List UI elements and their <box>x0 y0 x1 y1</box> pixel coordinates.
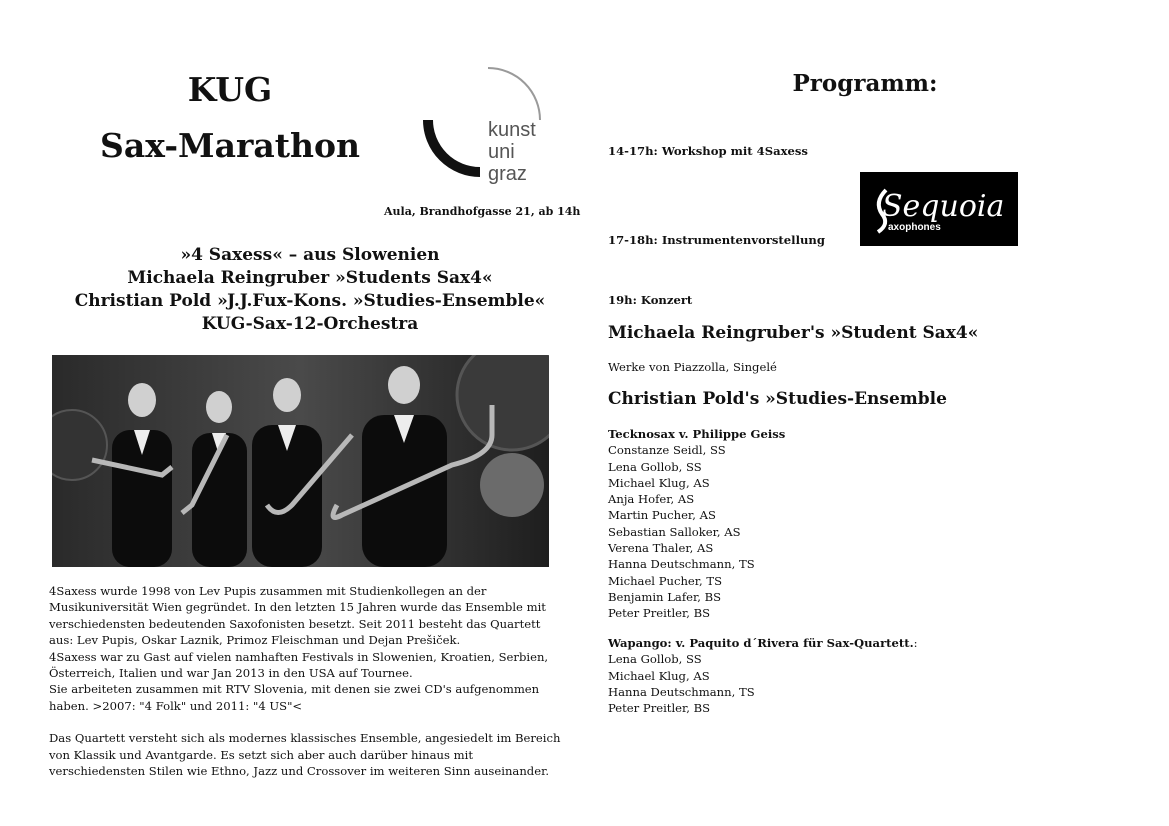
player-item: Peter Preitler, BS <box>608 701 711 716</box>
ensemble-studies: Christian Pold's »Studies-Ensemble <box>608 389 947 409</box>
bio-line: haben. >2007: "4 Folk" und 2011: "4 US"< <box>49 698 303 713</box>
venue-info: Aula, Brandhofgasse 21, ab 14h <box>384 205 581 218</box>
kug-logo-icon <box>418 64 548 188</box>
piece-title: Tecknosax v. Philippe Geiss <box>608 427 786 441</box>
lineup-list <box>40 244 580 336</box>
bio-line: von Klassik und Avantgarde. Es setzt sich aber auch darüber hinaus mit <box>49 747 473 762</box>
lineup-item: »4 Saxess« – aus Slowenien <box>180 245 440 265</box>
bio-line: 4Saxess wurde 1998 von Lev Pupis zusammen mit Studienkollegen an der <box>49 584 487 598</box>
player-item: Michael Klug, AS <box>608 668 710 683</box>
sequoia-saxophones-logo-icon <box>860 172 1018 246</box>
sequoia-logo-sub: axophones <box>888 222 941 233</box>
slot-concert: 19h: Konzert <box>608 293 693 307</box>
player-item: Benjamin Lafer, BS <box>608 589 722 604</box>
slot-instrument-presentation: 17-18h: Instrumentenvorstellung <box>608 233 825 247</box>
bio-line: Sie arbeiteten zusammen mit RTV Slovenia, mit denen sie zwei CD's aufgenommen <box>49 682 540 697</box>
player-item: Martin Pucher, AS <box>608 508 716 523</box>
player-item: Constanze Seidl, SS <box>608 443 726 458</box>
slot-workshop: 14-17h: Workshop mit 4Saxess <box>608 144 808 158</box>
lineup-item: KUG-Sax-12-Orchestra <box>201 314 419 334</box>
ensemble-student-sax4: Michaela Reingruber's »Student Sax4« <box>608 323 979 343</box>
player-item: Michael Klug, AS <box>608 475 710 490</box>
player-item: Verena Thaler, AS <box>608 541 714 556</box>
bio-line: Österreich, Italien und war Jan 2013 in den USA auf Tournee. <box>49 666 413 681</box>
player-item: Sebastian Salloker, AS <box>608 524 741 539</box>
piece-tecknosax <box>608 426 785 622</box>
bio-line: aus: Lev Pupis, Oskar Laznik, Primoz Fleischman und Dejan Prešiček. <box>49 633 461 648</box>
bio-line: verschiedensten Stilen wie Ethno, Jazz und Crossover im weiteren Sinn auseinander. <box>49 764 550 779</box>
sequoia-logo-word: Sequoia <box>882 189 1005 224</box>
logo-word-kunst: kunst <box>488 119 536 141</box>
programm-title: Programm: <box>792 70 938 97</box>
logo-word-graz: graz <box>488 163 527 185</box>
bio-line: Musikuniversität Wien gegründet. In den letzten 15 Jahren wurde das Ensemble mit <box>49 600 546 615</box>
title-sax-marathon: Sax-Marathon <box>100 126 360 165</box>
piece-title-suffix: : <box>913 636 918 650</box>
saxophone-quartet-photo <box>52 355 549 567</box>
player-item: Lena Gollob, SS <box>608 459 702 474</box>
bio-line: 4Saxess war zu Gast auf vielen namhaften Festivals in Slowenien, Kroatien, Serbien, <box>49 649 549 664</box>
player-item: Anja Hofer, AS <box>608 492 695 507</box>
title-kug: KUG <box>187 70 273 109</box>
bio-line: Das Quartett versteht sich als modernes klassisches Ensemble, angesiedelt im Bereich <box>49 731 561 746</box>
ensemble1-works: Werke von Piazzolla, Singelé <box>608 360 777 374</box>
player-item: Lena Gollob, SS <box>608 652 702 667</box>
ensemble-biography <box>49 583 569 779</box>
lineup-item: Michaela Reingruber »Students Sax4« <box>127 268 493 288</box>
player-item: Hanna Deutschmann, TS <box>608 557 755 572</box>
player-item: Hanna Deutschmann, TS <box>608 684 755 699</box>
piece-title: Wapango: v. Paquito d´Rivera für Sax-Quartett. <box>608 636 914 650</box>
piece-wapango <box>608 635 918 716</box>
player-item: Peter Preitler, BS <box>608 606 711 621</box>
player-item: Michael Pucher, TS <box>608 573 723 588</box>
bio-line: verschiedensten bedeutenden Saxofonisten besetzt. Seit 2011 besteht das Quartett <box>49 616 541 631</box>
logo-word-uni: uni <box>488 141 515 163</box>
lineup-item: Christian Pold »J.J.Fux-Kons. »Studies-Ensemble« <box>74 291 546 311</box>
